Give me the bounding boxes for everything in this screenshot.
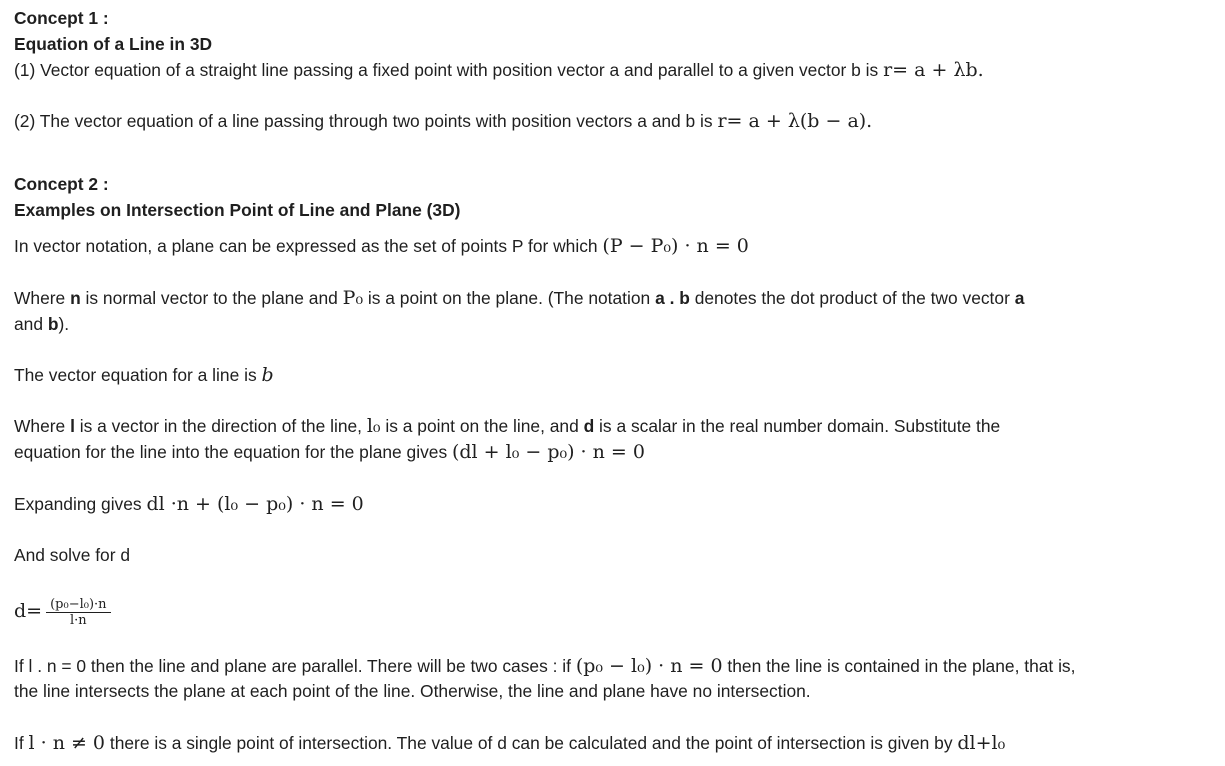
p1-text: In vector notation, a plane can be expressed as the set of points P for which [14,236,603,256]
p2-c: is a point on the plane. (The notation [363,288,656,308]
p5-text: Expanding gives [14,494,147,514]
p4-line2-text: equation for the line into the equation for the plane gives [14,442,452,462]
d-formula [14,594,111,628]
d-fraction [46,597,110,628]
item1-math: r= a + λb. [883,59,984,81]
p2-p0: P₀ [342,287,364,309]
p2-n: n [70,288,81,308]
normal-vector-line1 [14,286,1024,310]
p1-math: (P − P₀) · n = 0 [602,235,749,257]
p2-b: is normal vector to the plane and [80,288,343,308]
p8-a: If l . n = 0 then the line and plane are parallel. There will be two cases : if [14,656,576,676]
normal-vector-line2 [14,312,69,336]
expanding-line [14,492,364,516]
p3-text: The vector equation for a line is [14,365,262,385]
fraction-numerator: (p₀−l₀)·n [46,597,110,613]
item1-text: (1) Vector equation of a straight line passing a fixed point with position vector a and parallel to a given vector b is [14,60,884,80]
concept1-label: Concept 1 : [14,8,109,28]
p4-e: is a scalar in the real number domain. Substitute the [594,416,1001,436]
p2-ab: a . b [655,288,690,308]
p4-c: is a point on the line, and [380,416,584,436]
p2-b-bold: b [47,314,59,334]
p9-math: l · n ≠ 0 [28,732,106,754]
solve-for-d: And solve for d [14,545,131,565]
p9-b: there is a single point of intersection. The value of d can be calculated and the point of intersection is given by [105,733,958,753]
p9-math2: dl+l₀ [957,732,1006,754]
concept1-item2 [14,109,872,133]
p8-math: (p₀ − l₀) · n = 0 [575,655,723,677]
parallel-case-line1 [14,654,1075,678]
p2-f: ). [58,314,70,334]
p5-math: dl ·n + (l₀ − p₀) · n = 0 [146,493,364,515]
p8-b: then the line is contained in the plane, that is, [722,656,1076,676]
p4-line2-math: (dl + l₀ − p₀) · n = 0 [451,441,645,463]
concept2-title: Examples on Intersection Point of Line and Plane (3D) [14,200,461,220]
p4-b: is a vector in the direction of the line, [74,416,367,436]
plane-definition [14,234,749,258]
p9-a: If [14,733,29,753]
parallel-case-line2: the line intersects the plane at each point of the line. Otherwise, the line and plane have no intersection. [14,681,811,701]
p4-l: l [70,416,75,436]
p2-e: and [14,314,48,334]
item2-text: (2) The vector equation of a line passing through two points with position vectors a and b is [14,111,718,131]
concept2-label: Concept 2 : [14,174,109,194]
p4-d: d [583,416,595,436]
concept1-title: Equation of a Line in 3D [14,34,213,54]
p4-l0: l₀ [366,415,381,437]
p2-a: Where [14,288,71,308]
concept1-item1 [14,58,984,82]
p2-a-bold: a [1014,288,1025,308]
item2-math: r= a + λ(b − a). [717,110,873,132]
fraction-denominator: l·n [69,612,87,628]
p2-d: denotes the dot product of the two vector [689,288,1015,308]
p3-math: b [261,364,274,386]
line-definition-2 [14,440,645,464]
line-definition-1 [14,414,1000,438]
intersection-case [14,731,1005,755]
d-lhs: d= [14,600,43,622]
p4-a: Where [14,416,71,436]
line-vector-equation [14,363,274,387]
